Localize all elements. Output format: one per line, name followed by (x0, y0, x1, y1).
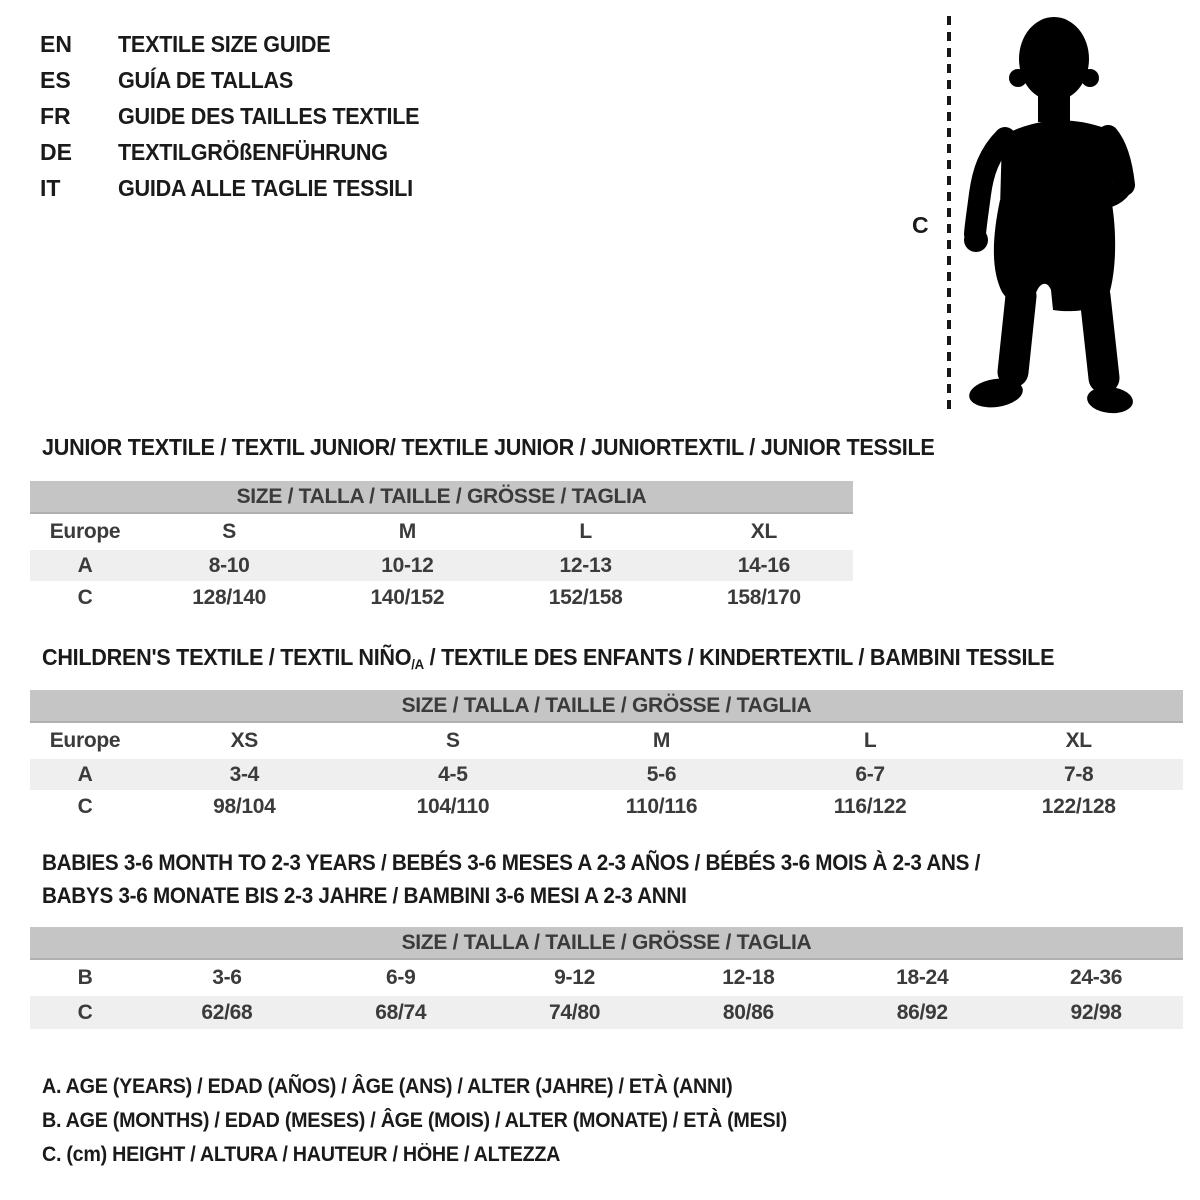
size-header-bar: SIZE / TALLA / TAILLE / GRÖSSE / TAGLIA (30, 481, 853, 513)
cell: XS (230, 729, 258, 752)
cell: 3-4 (140, 759, 349, 790)
cell: 5-6 (557, 759, 766, 790)
row-label: B (77, 966, 93, 989)
cell: 7-8 (974, 759, 1183, 790)
heading-line-1: BABIES 3-6 MONTH TO 2-3 YEARS / BEBÉS 3-6 MESES A 2-3 AÑOS / BÉBÉS 3-6 MOIS À 2-3 ANS / (42, 850, 981, 875)
cell: S (446, 729, 460, 752)
junior-size-table (30, 481, 853, 614)
cell: 116/122 (833, 794, 907, 818)
cell: 6-9 (386, 966, 416, 989)
table-row-europe (30, 513, 853, 550)
cell: L (863, 729, 877, 752)
cell: 110/116 (625, 794, 698, 818)
table-row-europe (30, 722, 1183, 759)
table-row-age (30, 759, 1183, 790)
cell: 128/140 (192, 585, 267, 609)
size-header-bar: SIZE / TALLA / TAILLE / GRÖSSE / TAGLIA (30, 690, 1183, 722)
cell: 6-7 (766, 759, 975, 790)
height-dashed-line (947, 16, 951, 416)
size-header-row (30, 481, 853, 513)
lang-code: ES (40, 66, 71, 93)
children-size-table (30, 690, 1183, 823)
cell: 68/74 (314, 996, 488, 1029)
lang-row-de (40, 134, 439, 170)
cell: 74/80 (488, 996, 662, 1029)
lang-title: GUÍA DE TALLAS (118, 66, 294, 93)
size-header-row (30, 927, 1183, 959)
cell: XL (1065, 729, 1092, 752)
cell: M (652, 729, 671, 752)
cell: 98/104 (213, 794, 276, 818)
cell: 122/128 (1041, 794, 1116, 818)
lang-row-en (40, 26, 439, 62)
note-a: A. AGE (YEARS) / EDAD (AÑOS) / ÂGE (ANS) / ALTER (JAHRE) / ETÀ (ANNI) (42, 1075, 733, 1098)
cell: 14-16 (675, 550, 853, 581)
lang-code: EN (40, 30, 72, 57)
size-header-row (30, 690, 1183, 722)
row-label: A (30, 759, 140, 790)
height-measure-label: C (912, 212, 929, 238)
lang-title: GUIDA ALLE TAGLIE TESSILI (118, 174, 413, 201)
cell: 8-10 (140, 550, 318, 581)
note-b: B. AGE (MONTHS) / EDAD (MESES) / ÂGE (MOIS) / ALTER (MONATE) / ETÀ (MESI) (42, 1109, 787, 1132)
cell: XL (750, 520, 777, 543)
size-header-bar: SIZE / TALLA / TAILLE / GRÖSSE / TAGLIA (30, 927, 1183, 959)
cell: 86/92 (835, 996, 1009, 1029)
cell: 104/110 (416, 794, 490, 818)
heading-text: CHILDREN'S TEXTILE / TEXTIL NIÑO (42, 644, 412, 670)
heading-subscript: /A (411, 656, 424, 672)
lang-title: TEXTILGRÖßENFÜHRUNG (118, 138, 388, 165)
cell: 140/152 (370, 585, 445, 609)
heading-text: / TEXTILE DES ENFANTS / KINDERTEXTIL / BAMBINI TESSILE (423, 644, 1055, 670)
babies-section-heading (42, 846, 1040, 912)
toddler-silhouette-icon (958, 12, 1146, 418)
cell: 158/170 (726, 585, 801, 609)
cell: 4-5 (349, 759, 558, 790)
lang-title: TEXTILE SIZE GUIDE (118, 30, 331, 57)
junior-section-heading: JUNIOR TEXTILE / TEXTIL JUNIOR/ TEXTILE JUNIOR / JUNIORTEXTIL / JUNIOR TESSILE (42, 434, 935, 460)
cell: 12-13 (497, 550, 675, 581)
row-label: Europe (49, 729, 121, 752)
cell: 152/158 (548, 585, 623, 609)
cell: 62/68 (140, 996, 314, 1029)
lang-row-es (40, 62, 439, 98)
cell: M (398, 520, 416, 543)
cell: L (579, 520, 592, 543)
row-label: C (77, 585, 93, 609)
cell: 18-24 (896, 966, 949, 989)
lang-code: FR (40, 102, 71, 129)
table-row-age (30, 550, 853, 581)
lang-title: GUIDE DES TAILLES TEXTILE (118, 102, 420, 129)
table-row-height (30, 790, 1183, 823)
row-label: A (30, 550, 140, 581)
heading-line-2: BABYS 3-6 MONATE BIS 2-3 JAHRE / BAMBINI 3-6 MESI A 2-3 ANNI (42, 883, 687, 908)
table-row-months (30, 959, 1183, 996)
language-title-list (40, 26, 439, 206)
children-section-heading (42, 644, 1054, 672)
note-c: C. (cm) HEIGHT / ALTURA / HAUTEUR / HÖHE / ALTEZZA (42, 1143, 561, 1166)
cell: 24-36 (1069, 966, 1123, 989)
legend-notes (42, 1070, 834, 1172)
cell: 80/86 (661, 996, 835, 1029)
cell: 12-18 (722, 966, 775, 989)
cell: 9-12 (554, 966, 595, 989)
babies-size-table (30, 927, 1183, 1029)
lang-row-fr (40, 98, 439, 134)
row-label: C (30, 996, 140, 1029)
cell: S (222, 520, 236, 543)
lang-code: IT (40, 174, 61, 201)
lang-code: DE (40, 138, 72, 165)
cell: 3-6 (212, 966, 242, 989)
table-row-height (30, 996, 1183, 1029)
table-row-height (30, 581, 853, 614)
cell: 10-12 (318, 550, 496, 581)
row-label: C (77, 794, 93, 818)
cell: 92/98 (1009, 996, 1183, 1029)
lang-row-it (40, 170, 439, 206)
row-label: Europe (49, 520, 121, 543)
